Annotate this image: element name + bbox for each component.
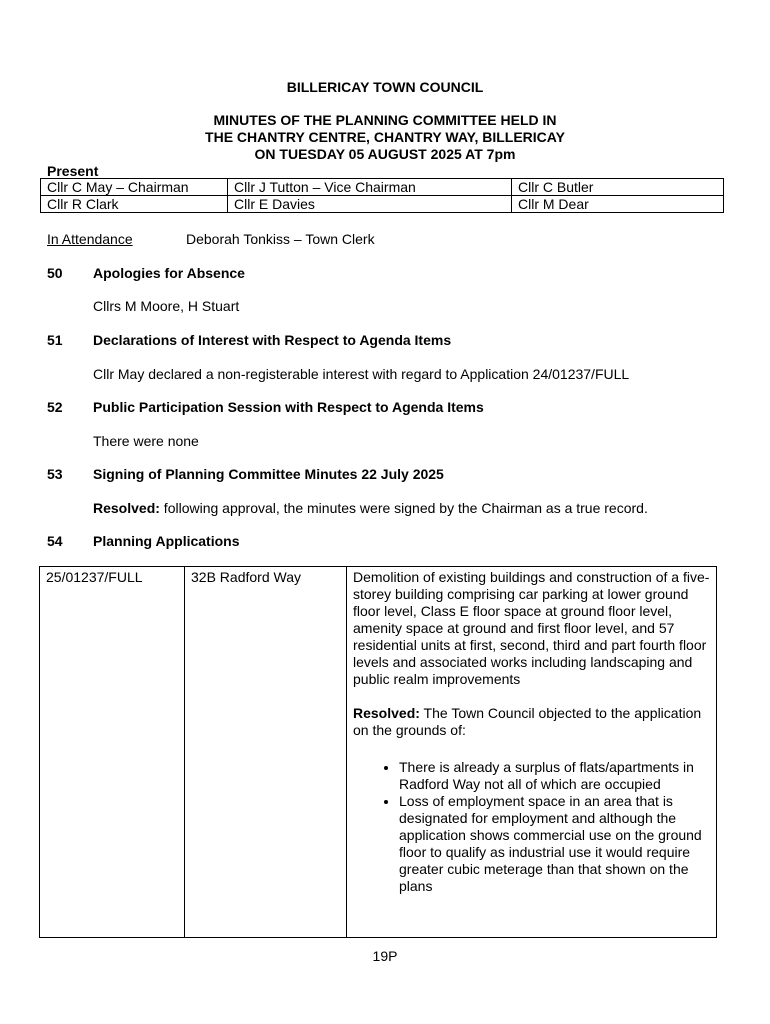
item-text-apologies: Cllrs M Moore, H Stuart: [93, 298, 240, 314]
application-description: Demolition of existing buildings and construction of a five-storey building comprising car parking at lower ground floor level, Class E floor space at ground floor level, amenity space at ground and first floor level, and 57 residential units at first, second, third and part fourth floor levels and associated works including landscaping and public realm improvements: [353, 569, 710, 687]
title-line-1: MINUTES OF THE PLANNING COMMITTEE HELD IN: [213, 112, 557, 128]
page-number: 19P: [372, 948, 398, 964]
item-text-signing: [93, 500, 648, 516]
present-cell: Cllr C May – Chairman: [41, 179, 228, 196]
item-heading-apologies: Apologies for Absence: [93, 265, 245, 281]
present-row: [41, 196, 724, 213]
item-heading-signing: Signing of Planning Committee Minutes 22 July 2025: [93, 466, 444, 482]
item-number: 50: [47, 265, 63, 281]
item-heading-declarations: Declarations of Interest with Respect to Agenda Items: [93, 332, 452, 348]
resolved-label: Resolved:: [353, 705, 420, 721]
list-item: • Loss of employment space in an area that is designated for employment and although the application shows commercial use on the ground floor to qualify as industrial use it would require greater cubic meterage than that shown on the plans: [399, 793, 710, 895]
present-cell: Cllr E Davies: [228, 196, 512, 213]
present-cell: Cllr R Clark: [41, 196, 228, 213]
item-text-declarations: Cllr May declared a non-registerable interest with regard to Application 24/01237/FULL: [93, 366, 630, 382]
title-line-2: THE CHANTRY CENTRE, CHANTRY WAY, BILLERICAY: [205, 129, 565, 145]
attendance-label: In Attendance: [47, 231, 133, 247]
attendance-value: Deborah Tonkiss – Town Clerk: [186, 231, 375, 247]
list-item: • There is already a surplus of flats/apartments in Radford Way not all of which are occupied: [399, 759, 710, 793]
present-table: [40, 178, 724, 213]
application-resolution: [353, 705, 710, 739]
application-ref: 25/01237/FULL: [40, 567, 185, 938]
grounds-list: [353, 759, 710, 895]
item-number: 51: [47, 332, 63, 348]
council-name: BILLERICAY TOWN COUNCIL: [286, 79, 484, 95]
item-heading-public-participation: Public Participation Session with Respect to Agenda Items: [93, 399, 484, 415]
table-row: [40, 567, 717, 938]
item-number: 53: [47, 466, 63, 482]
item-text-public-participation: There were none: [93, 433, 199, 449]
resolved-label: Resolved:: [93, 500, 160, 516]
title-line-3: ON TUESDAY 05 AUGUST 2025 AT 7pm: [254, 146, 516, 162]
present-cell: Cllr M Dear: [512, 196, 724, 213]
present-cell: Cllr J Tutton – Vice Chairman: [228, 179, 512, 196]
item-number: 52: [47, 399, 63, 415]
item-number: 54: [47, 533, 63, 549]
present-row: [41, 179, 724, 196]
present-cell: Cllr C Butler: [512, 179, 724, 196]
resolved-text: following approval, the minutes were signed by the Chairman as a true record.: [159, 500, 648, 516]
application-description-cell: [347, 567, 717, 938]
present-label: Present: [47, 163, 99, 179]
application-address: 32B Radford Way: [185, 567, 347, 938]
applications-table: [39, 566, 717, 938]
resolved-text: The Town Council objected to the application on the grounds of:: [353, 705, 702, 738]
item-heading-planning-applications: Planning Applications: [93, 533, 240, 549]
